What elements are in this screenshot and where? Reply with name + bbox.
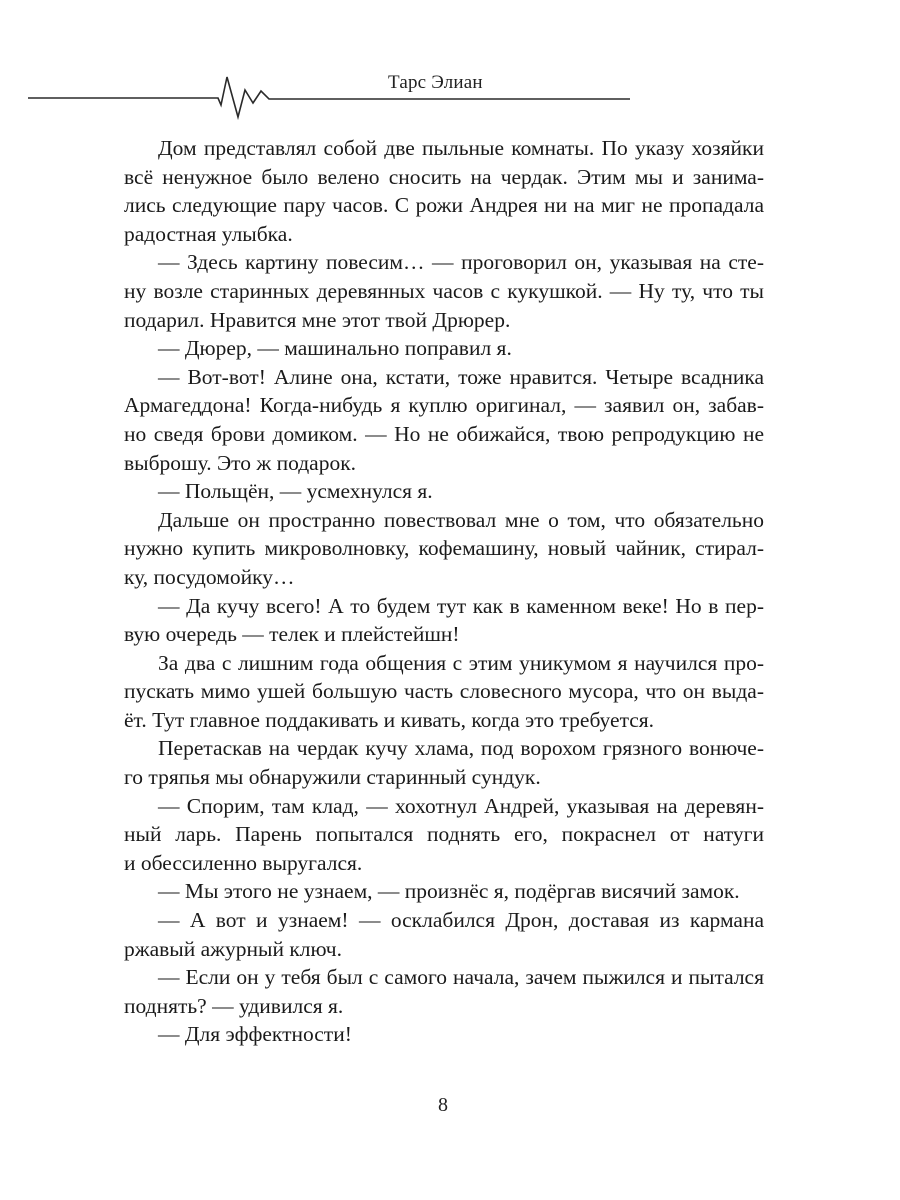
text-line: ну возле старинных деревянных часов с кукушкой. — Ну ту, что ты [124,278,764,303]
text-line: — Да кучу всего! А то будем тут как в каменном веке! Но в пер- [158,593,764,618]
text-line: Дом представлял собой две пыльные комнаты. По указу хозяйки [158,136,764,160]
text-line: Дальше он пространно повествовал мне о том, что обязательно [158,507,764,532]
text-line: вую очередь — телек и плейстейшн! [124,622,460,647]
running-head-author: Тарс Элиан [388,72,483,93]
text-line: подарил. Нравится мне этот твой Дрюрер. [124,307,511,332]
text-line: лись следующие пару часов. С рожи Андрея ни на миг не пропадала [124,193,764,218]
text-line: — Если он у тебя был с самого начала, зачем пыжился и пытался [158,965,764,990]
text-line: Перетаскав на чердак кучу хлама, под ворохом грязного вонюче- [158,736,764,761]
text-line: — Спорим, там клад, — хохотнул Андрей, указывая на деревян- [158,793,764,818]
text-line: го тряпья мы обнаружили старинный сундук. [124,765,541,790]
text-line: — А вот и узнаем! — осклабился Дрон, доставая из кармана [158,908,764,933]
text-line: всё ненужное было велено сносить на чердак. Этим мы и занима- [124,164,764,189]
text-line: ёт. Тут главное поддакивать и кивать, когда это требуется. [124,707,655,732]
text-line: ный ларь. Парень попытался поднять его, покраснел от натуги [124,822,764,847]
text-line: нужно купить микроволновку, кофемашину, новый чайник, стирал- [124,536,764,561]
text-line: выброшу. Это ж подарок. [124,450,357,475]
text-line: ку, посудомойку… [124,564,295,589]
text-line: поднять? — удивился я. [124,993,344,1018]
text-line: пускать мимо ушей большую часть словесного мусора, что он выда- [124,679,764,704]
text-line: ржавый ажурный ключ. [124,936,342,961]
text-line: — Польщён, — усмехнулся я. [158,479,433,504]
text-line: За два с лишним года общения с этим уникумом я научился про- [158,650,764,675]
text-line: и обессиленно выругался. [124,850,363,875]
text-line: — Дюрер, — машинально поправил я. [158,336,512,361]
page-number: 8 [438,1094,448,1116]
body-text [124,134,764,1049]
text-line: — Здесь картину повесим… — проговорил он, указывая на сте- [158,250,764,275]
text-line: но сведя брови домиком. — Но не обижайся, твою репродукцию не [124,421,764,446]
text-line: Армагеддона! Когда-нибудь я куплю оригинал, — заявил он, забав- [124,393,764,418]
text-line: — Вот-вот! Алине она, кстати, тоже нравится. Четыре всадника [158,364,764,389]
heartbeat-rule-icon [0,0,900,130]
text-line: радостная улыбка. [124,221,293,246]
text-line: — Мы этого не узнаем, — произнёс я, подёргав висячий замок. [158,879,740,904]
text-line: — Для эффектности! [158,1022,352,1047]
